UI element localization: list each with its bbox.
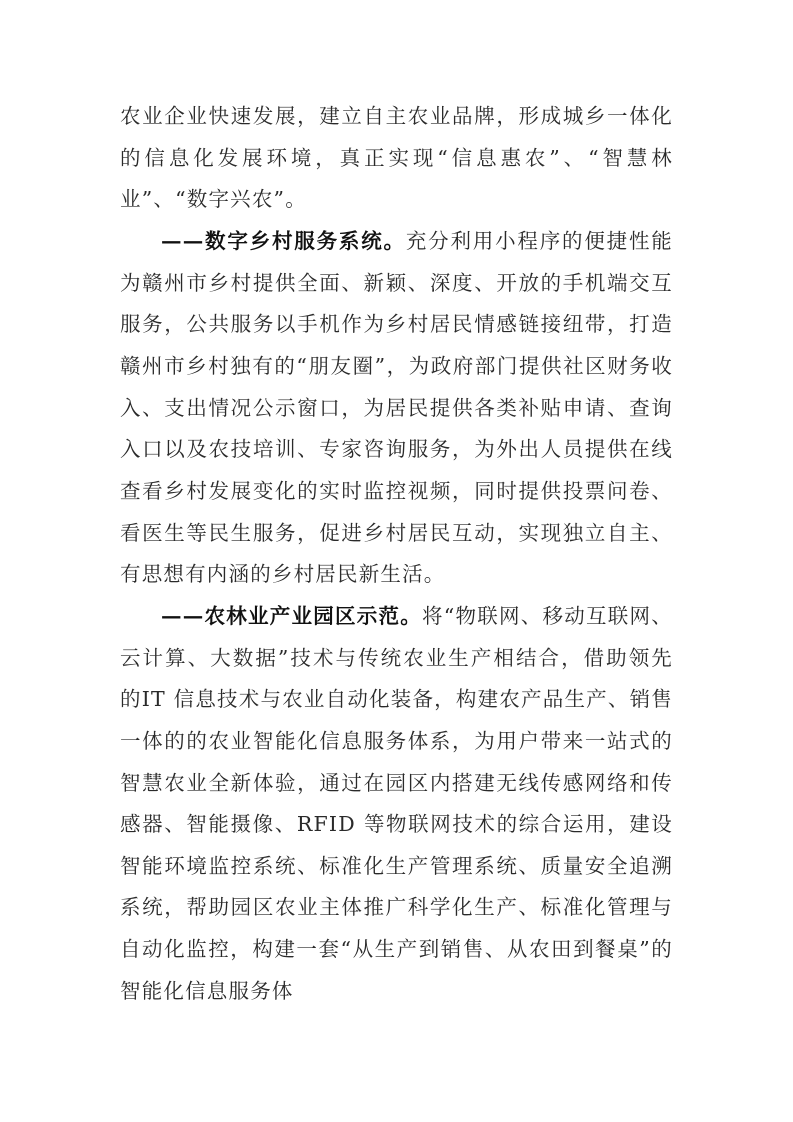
paragraph-text: 农业企业快速发展，建立自主农业品牌，形成城乡一体化的信息化发展环境，真正实现“信息惠农”、“智慧林业”、“数字兴农”。	[120, 104, 673, 212]
section-lead-heading: ——农林业产业园区示范。	[161, 603, 423, 628]
paragraph-agri-forestry-park-demo	[120, 596, 673, 1013]
paragraph-digital-village-service	[120, 221, 673, 596]
section-lead-heading: ——数字乡村服务系统。	[161, 228, 406, 253]
paragraph-text: 将“物联网、移动互联网、云计算、大数据”技术与传统农业生产相结合，借助领先的IT 信息技术与农业自动化装备，构建农产品生产、销售一体的的农业智能化信息服务体系，为用户带来一站式的智慧农业全新体验，通过在园区内搭建无线传感网络和传感器、智能摄像、RFID 等物联网技术的综合运用，建设智能环境监控系统、标准化生产管理系统、质量安全追溯系统，帮助园区农业主体推广科学化生产、标准化管理与自动化监控，构建一套“从生产到销售、从农田到餐桌”的智能化信息服务体	[120, 603, 673, 1003]
paragraph-text: 充分利用小程序的便捷性能为赣州市乡村提供全面、新颖、深度、开放的手机端交互服务，公共服务以手机作为乡村居民情感链接纽带，打造赣州市乡村独有的“朋友圈”，为政府部门提供社区财务收入、支出情况公示窗口，为居民提供各类补贴申请、查询入口以及农技培训、专家咨询服务，为外出人员提供在线查看乡村发展变化的实时监控视频，同时提供投票问卷、看医生等民生服务，促进乡村居民互动，实现独立自主、有思想有内涵的乡村居民新生活。	[120, 228, 673, 587]
document-page	[120, 96, 673, 1012]
paragraph-continuation	[120, 96, 673, 221]
